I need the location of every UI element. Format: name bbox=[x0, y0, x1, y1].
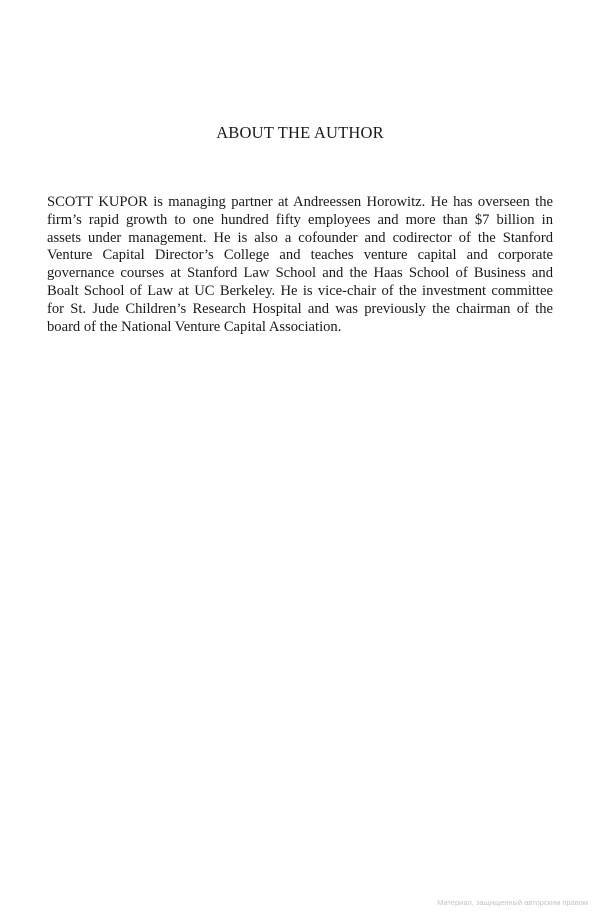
author-bio bbox=[47, 194, 553, 336]
bio-line: Venture Capital Director’s College and teaches venture capital and corporate bbox=[47, 247, 553, 264]
bio-line: board of the National Venture Capital Association. bbox=[47, 318, 342, 335]
bio-line: for St. Jude Children’s Research Hospital and was previously the chairman of the bbox=[47, 300, 553, 317]
page-title: ABOUT THE AUTHOR bbox=[216, 123, 384, 142]
bio-line: assets under management. He is also a cofounder and codirector of the Stanford bbox=[47, 229, 553, 246]
bio-line: firm’s rapid growth to one hundred fifty employees and more than $7 billion in bbox=[47, 211, 553, 228]
bio-line: Boalt School of Law at UC Berkeley. He is vice-chair of the investment committee bbox=[47, 282, 553, 299]
bio-line: governance courses at Stanford Law School and the Haas School of Business and bbox=[47, 265, 553, 282]
copyright-watermark: Материал, защищенный авторским правом bbox=[437, 898, 588, 907]
bio-line: SCOTT KUPOR is managing partner at Andreessen Horowitz. He has overseen the bbox=[47, 194, 553, 210]
